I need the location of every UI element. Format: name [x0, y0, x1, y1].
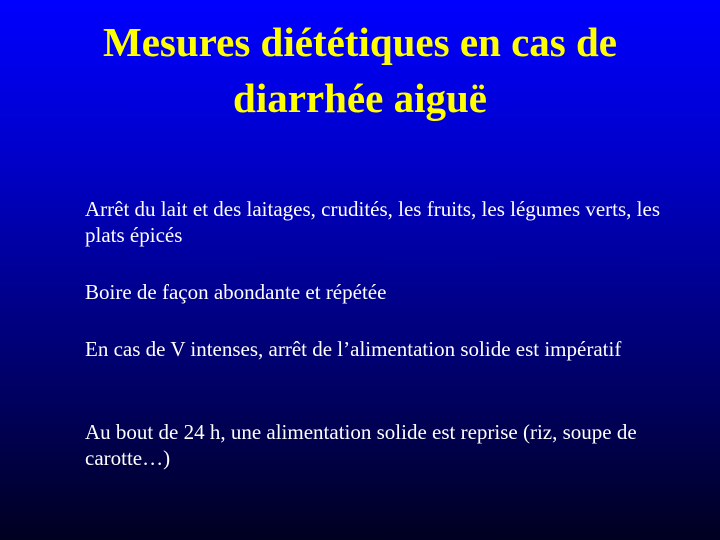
- bullet-list: [85, 196, 675, 479]
- bullet-item: Boire de façon abondante et répétée: [85, 280, 387, 304]
- bullet-item: Au bout de 24 h, une alimentation solide est reprise (riz, soupe de carotte…): [85, 420, 637, 470]
- bullet-item: Arrêt du lait et des laitages, crudités, les fruits, les légumes verts, les plats épicés: [85, 197, 661, 247]
- bullet-item: En cas de V intenses, arrêt de l’alimentation solide est impératif: [85, 337, 622, 361]
- slide-title-line-2: diarrhée aiguë: [233, 75, 487, 121]
- slide-title-line-1: Mesures diététiques en cas de: [103, 19, 617, 65]
- slide-title: [0, 14, 720, 126]
